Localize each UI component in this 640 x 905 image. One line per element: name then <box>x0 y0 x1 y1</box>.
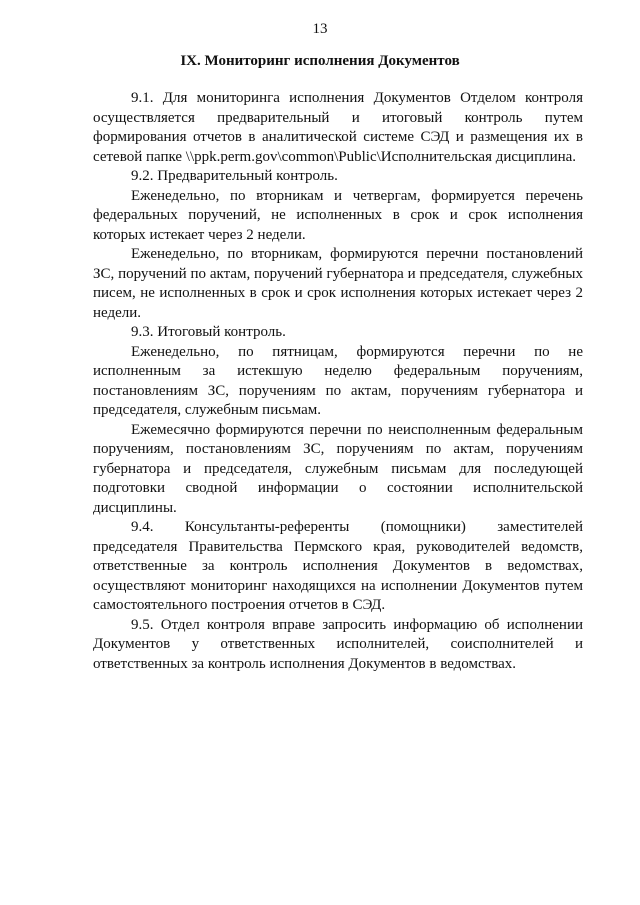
body-text <box>93 89 583 674</box>
paragraph-9-2-heading: 9.2. Предварительный контроль. <box>131 168 338 184</box>
paragraph-9-5: 9.5. Отдел контроля вправе запросить информацию об исполнении Документов у ответственных исполнителей, соисполнителей и ответственных за контроль исполнения Документов в ведомствах. <box>93 616 583 672</box>
paragraph-9-1: 9.1. Для мониторинга исполнения Документов Отделом контроля осуществляется предварительный и итоговый контроль путем формирования отчетов в аналитической системе СЭД и размещения их в сетевой папке \\ppk.perm.gov\common\Public\Исполнительская дисциплина. <box>93 90 583 165</box>
paragraph-weekly-tue: Еженедельно, по вторникам, формируются перечни постановлений ЗС, поручений по актам, поручений губернатора и председателя, служебных писем, не исполненных в срок и срок исполнения которых истекает через 2 недели. <box>93 246 583 321</box>
paragraph-weekly-fri: Еженедельно, по пятницам, формируются перечни по не исполненным за истекшую неделю федеральным поручениям, постановлениям ЗС, поручениям по актам, поручениям губернатора и председателя, служебным письмам. <box>93 343 583 418</box>
paragraph-9-4: 9.4. Консультанты-референты (помощники) заместителей председателя Правительства Пермского края, руководителей ведомств, ответственные за контроль исполнения Документов в ведомствах, осуществляют мониторинг находящихся на исполнении Документов путем самостоятельного построения отчетов в СЭД. <box>93 519 583 613</box>
page-number: 13 <box>312 21 328 37</box>
paragraph-weekly-tue-thu: Еженедельно, по вторникам и четвергам, формируется перечень федеральных поручений, не исполненных в срок и срок исполнения которых истекает через 2 недели. <box>93 187 583 243</box>
paragraph-monthly: Ежемесячно формируются перечни по неисполненным федеральным поручениям, постановлениям ЗС, поручениям по актам, поручениям губернатора и председателя, служебным письмам для последующей подготовки сводной информации о состоянии исполнительской дисциплины. <box>93 421 583 516</box>
section-title: IX. Мониторинг исполнения Документов <box>180 53 460 69</box>
paragraph-9-3-heading: 9.3. Итоговый контроль. <box>131 324 286 340</box>
